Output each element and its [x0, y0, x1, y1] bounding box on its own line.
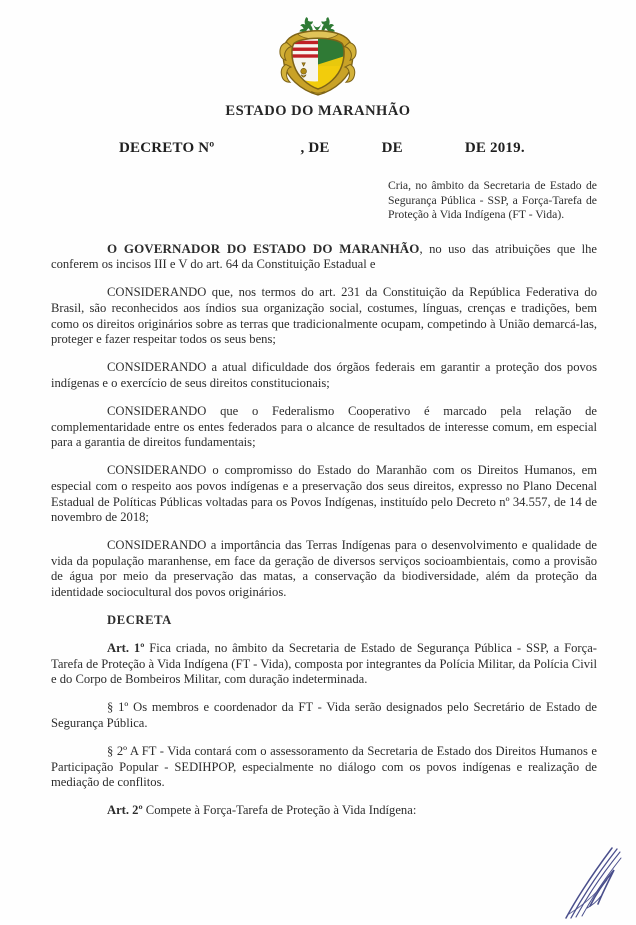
preamble-paragraph	[51, 241, 597, 273]
paragraph-item	[51, 744, 597, 791]
article-label: Art. 1º	[107, 641, 145, 656]
considerando-text: a importância das Terras Indígenas para o desenvolvimento e qualidade de vida da população maranhense, em face da geração de diversos serviços socioambientais, como a provisão de água por meio da preservação das matas, a conservação da biodiversidade, além da proteção da identidade sociocultural dos povos originários.	[51, 538, 597, 599]
article-label: Art. 2º	[107, 803, 143, 818]
considerando-lead: CONSIDERANDO	[107, 463, 207, 478]
document-header	[0, 0, 636, 120]
article-text: Fica criada, no âmbito da Secretaria de Estado de Segurança Pública - SSP, a Força-Tarefa de Proteção à Vida Indígena (FT - Vida), composta por integrantes da Polícia Militar, da Polícia Civil e do Corpo de Bombeiros Militar, com duração indeterminada.	[51, 641, 597, 687]
considerando-paragraph	[51, 285, 597, 347]
considerando-lead: CONSIDERANDO	[107, 404, 207, 419]
paragraph-text: A FT - Vida contará com o assessoramento da Secretaria de Estado dos Direitos Humanos e Participação Popular - SEDIHPOP, especialmente no diálogo com os povos indígenas e realização de mediação de conflitos.	[51, 744, 597, 790]
considerando-text: a atual dificuldade dos órgãos federais em garantir a proteção dos povos indígenas e o exercício de seus direitos constitucionais;	[51, 360, 597, 390]
ementa-block	[388, 179, 597, 223]
paragraph-label: § 2º	[107, 744, 128, 759]
decree-de-day: , DE	[300, 140, 330, 156]
considerando-paragraph	[51, 463, 597, 525]
considerando-paragraph	[51, 404, 597, 451]
state-title: ESTADO DO MARANHÃO	[225, 103, 411, 119]
considerando-lead: CONSIDERANDO	[107, 538, 207, 553]
considerando-lead: CONSIDERANDO	[107, 285, 207, 300]
maranhao-coat-of-arms-icon	[275, 12, 361, 100]
considerando-lead: CONSIDERANDO	[107, 360, 207, 375]
document-body	[0, 241, 636, 819]
article-paragraph	[51, 641, 597, 688]
article-text: Compete à Força-Tarefa de Proteção à Vida Indígena:	[142, 803, 417, 818]
considerando-paragraph	[51, 360, 597, 391]
paragraph-item	[51, 700, 597, 731]
paragraph-text: Os membros e coordenador da FT - Vida serão designados pelo Secretário de Estado de Segurança Pública.	[51, 700, 597, 731]
considerando-text: o compromisso do Estado do Maranhão com os Direitos Humanos, em especial com o respeito aos povos indígenas e a preservação dos seus direitos, expresso no Plano Decenal Estadual de Políticas Públicas voltadas para os Povos Indígenas, instituído pelo Decreto nº 34.557, de 14 de novembro de 2018;	[51, 463, 597, 525]
decree-de-month: DE	[381, 140, 403, 156]
considerando-text: que o Federalismo Cooperativo é marcado pela relação de complementaridade entre os entes federados para o alcance de resultados de interesse comum, em especial para a garantia de direitos fundamentais;	[51, 404, 597, 450]
article-paragraph	[51, 803, 597, 819]
paragraph-label: § 1º	[107, 700, 129, 715]
decree-year: DE 2019.	[464, 140, 525, 156]
decreta-heading: DECRETA	[107, 613, 172, 628]
decree-label: DECRETO Nº	[119, 140, 215, 156]
considerando-text: que, nos termos do art. 231 da Constituição da República Federativa do Brasil, são reconhecidos aos índios sua organização social, costumes, línguas, crenças e tradições, bem como os direitos originários sobre as terras que tradicionalmente ocupam, competindo à União demarcá-las, proteger e fazer respeitar todos os seus bens;	[51, 285, 597, 347]
decree-number-line	[0, 140, 636, 157]
considerando-paragraph	[51, 538, 597, 600]
handwritten-signature-mark	[560, 844, 632, 920]
preamble-lead: O GOVERNADOR DO ESTADO DO MARANHÃO	[107, 240, 420, 256]
preamble-rest: , no uso das atribuições que lhe conferem os incisos III e V do art. 64 da Constituição Estadual e	[51, 241, 597, 272]
ementa-text: Cria, no âmbito da Secretaria de Estado de Segurança Pública - SSP, a Força-Tarefa de Proteção à Vida Indígena (FT - Vida).	[388, 179, 597, 222]
